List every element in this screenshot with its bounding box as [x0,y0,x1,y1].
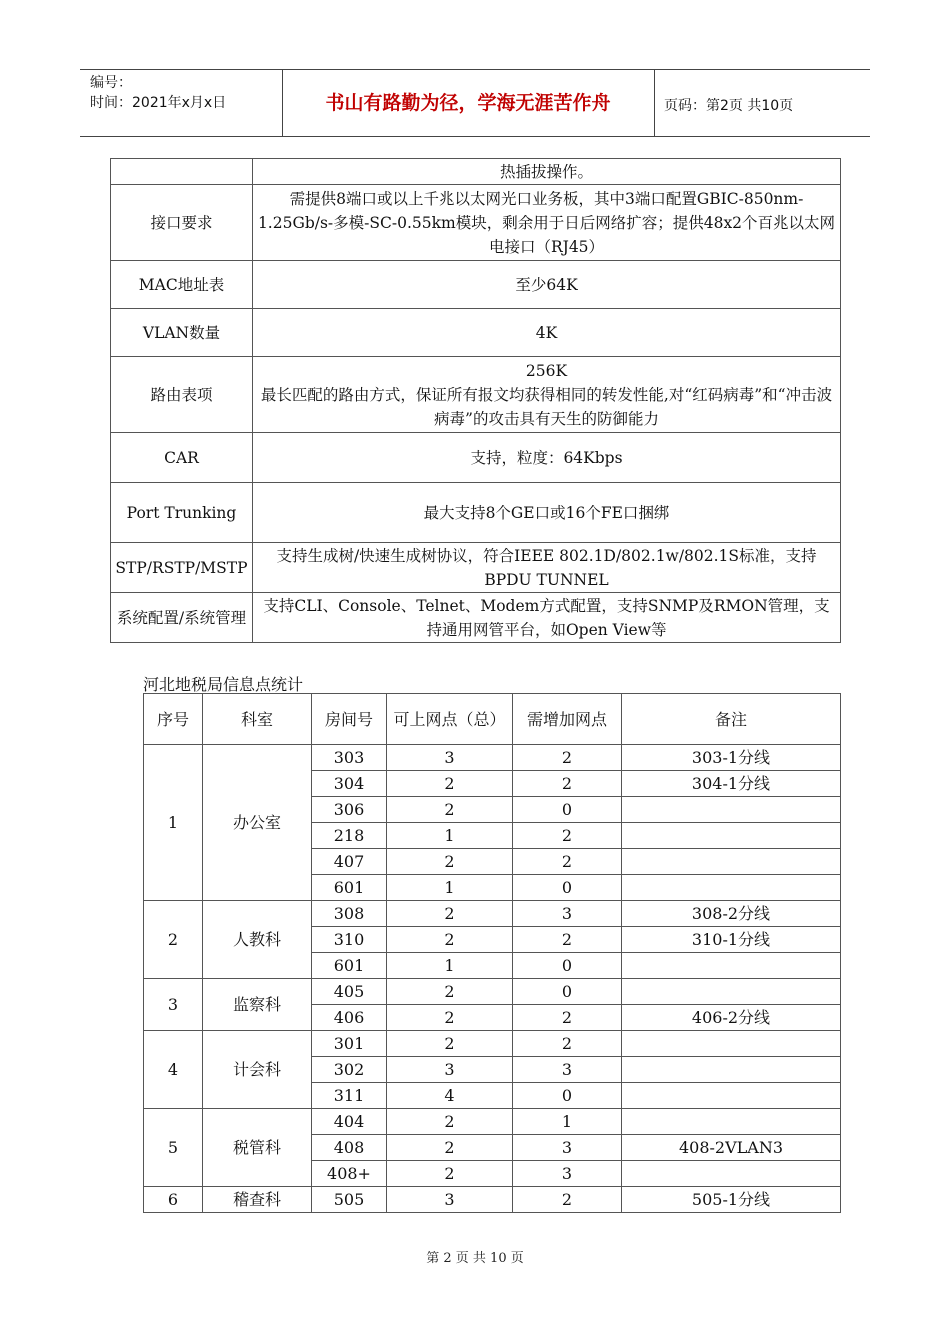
cell-total: 1 [387,823,513,849]
spec-row [111,159,841,185]
spec-row [111,261,841,309]
table-row [144,1109,841,1135]
cell-dept: 稽查科 [203,1187,312,1213]
table-row [144,1031,841,1057]
spec-value: 支持，粒度：64Kbps [253,433,841,483]
cell-room: 310 [312,927,387,953]
cell-no: 3 [144,979,203,1031]
cell-no: 1 [144,745,203,901]
spec-label [111,159,253,185]
cell-note: 304-1分线 [622,771,841,797]
cell-add: 0 [513,875,622,901]
header-dept: 科室 [203,694,312,745]
cell-no: 2 [144,901,203,979]
cell-room: 306 [312,797,387,823]
table-row [144,745,841,771]
spec-row [111,543,841,593]
cell-total: 3 [387,745,513,771]
cell-add: 0 [513,1083,622,1109]
cell-add: 3 [513,1161,622,1187]
cell-total: 2 [387,1161,513,1187]
cell-room: 407 [312,849,387,875]
header-note: 备注 [622,694,841,745]
header-no: 序号 [144,694,203,745]
header-number-label: 编号： [90,75,132,91]
cell-note: 505-1分线 [622,1187,841,1213]
spec-table [110,158,841,643]
spec-label: 系统配置/系统管理 [111,593,253,643]
cell-note [622,979,841,1005]
cell-total: 3 [387,1057,513,1083]
cell-note [622,1057,841,1083]
cell-total: 2 [387,797,513,823]
table-row [144,1187,841,1213]
spec-label: CAR [111,433,253,483]
cell-room: 404 [312,1109,387,1135]
cell-total: 2 [387,901,513,927]
cell-add: 0 [513,797,622,823]
cell-total: 2 [387,1005,513,1031]
cell-note [622,1109,841,1135]
cell-no: 4 [144,1031,203,1109]
table-row [144,901,841,927]
cell-note [622,823,841,849]
table-row [144,979,841,1005]
cell-room: 406 [312,1005,387,1031]
cell-add: 2 [513,927,622,953]
cell-total: 2 [387,927,513,953]
cell-dept: 监察科 [203,979,312,1031]
cell-note: 308-2分线 [622,901,841,927]
spec-row [111,357,841,433]
cell-total: 2 [387,771,513,797]
spec-value: 4K [253,309,841,357]
cell-add: 2 [513,745,622,771]
cell-no: 6 [144,1187,203,1213]
page-footer: 第 2 页 共 10 页 [426,1251,524,1266]
spec-value: 支持生成树/快速生成树协议，符合IEEE 802.1D/802.1w/802.1S标准，支持BPDU TUNNEL [253,543,841,593]
cell-dept: 人教科 [203,901,312,979]
spec-row [111,433,841,483]
spec-value: 热插拔操作。 [253,159,841,185]
header-page-label: 页码：第2页 共10页 [664,98,794,114]
header-bottom-rule [80,136,870,137]
cell-note: 408-2VLAN3 [622,1135,841,1161]
cell-add: 2 [513,771,622,797]
cell-note [622,797,841,823]
cell-room: 601 [312,875,387,901]
header-divider [654,69,655,136]
cell-add: 1 [513,1109,622,1135]
cell-room: 408 [312,1135,387,1161]
cell-total: 3 [387,1187,513,1213]
cell-total: 2 [387,979,513,1005]
cell-room: 302 [312,1057,387,1083]
cell-no: 5 [144,1109,203,1187]
spec-label: MAC地址表 [111,261,253,309]
spec-row [111,593,841,643]
cell-add: 3 [513,1057,622,1083]
spec-label: 路由表项 [111,357,253,433]
cell-total: 4 [387,1083,513,1109]
cell-note [622,953,841,979]
header-time-label: 时间：2021年x月x日 [90,95,227,111]
cell-total: 2 [387,849,513,875]
spec-row [111,309,841,357]
spec-label: VLAN数量 [111,309,253,357]
cell-add: 2 [513,1187,622,1213]
cell-room: 303 [312,745,387,771]
stats-table [143,693,841,1213]
cell-add: 2 [513,1005,622,1031]
cell-dept: 计会科 [203,1031,312,1109]
spec-row [111,185,841,261]
cell-total: 2 [387,1031,513,1057]
cell-add: 0 [513,979,622,1005]
spec-label: STP/RSTP/MSTP [111,543,253,593]
header-top-rule [80,69,870,70]
cell-total: 2 [387,1109,513,1135]
cell-total: 1 [387,875,513,901]
cell-room: 308 [312,901,387,927]
header-add: 需增加网点 [513,694,622,745]
spec-value: 需提供8端口或以上千兆以太网光口业务板，其中3端口配置GBIC-850nm-1.25Gb/s-多模-SC-0.55km模块，剩余用于日后网络扩容；提供48x2个百兆以太网电接口（RJ45） [253,185,841,261]
spec-value: 最大支持8个GE口或16个FE口捆绑 [253,483,841,543]
spec-value: 至少64K [253,261,841,309]
spec-value: 256K 最长匹配的路由方式，保证所有报文均获得相同的转发性能,对“红码病毒”和“冲击波病毒”的攻击具有天生的防御能力 [253,357,841,433]
header-total: 可上网点（总） [387,694,513,745]
cell-room: 311 [312,1083,387,1109]
header-slogan: 书山有路勤为径，学海无涯苦作舟 [325,92,611,114]
cell-note: 310-1分线 [622,927,841,953]
cell-note: 406-2分线 [622,1005,841,1031]
cell-room: 304 [312,771,387,797]
stats-caption: 河北地税局信息点统计 [143,675,304,694]
spec-label: 接口要求 [111,185,253,261]
cell-total: 2 [387,1135,513,1161]
cell-add: 3 [513,1135,622,1161]
cell-room: 408+ [312,1161,387,1187]
cell-note [622,1161,841,1187]
cell-room: 218 [312,823,387,849]
stats-header-row [144,694,841,745]
cell-note [622,849,841,875]
cell-add: 2 [513,823,622,849]
cell-note [622,875,841,901]
cell-room: 505 [312,1187,387,1213]
cell-add: 0 [513,953,622,979]
cell-room: 405 [312,979,387,1005]
spec-label: Port Trunking [111,483,253,543]
cell-note [622,1083,841,1109]
cell-dept: 办公室 [203,745,312,901]
cell-dept: 税管科 [203,1109,312,1187]
cell-add: 2 [513,1031,622,1057]
cell-add: 2 [513,849,622,875]
cell-room: 601 [312,953,387,979]
spec-row [111,483,841,543]
cell-add: 3 [513,901,622,927]
cell-room: 301 [312,1031,387,1057]
spec-value: 支持CLI、Console、Telnet、Modem方式配置，支持SNMP及RMON管理，支持通用网管平台，如Open View等 [253,593,841,643]
header-room: 房间号 [312,694,387,745]
cell-total: 1 [387,953,513,979]
cell-note: 303-1分线 [622,745,841,771]
cell-note [622,1031,841,1057]
